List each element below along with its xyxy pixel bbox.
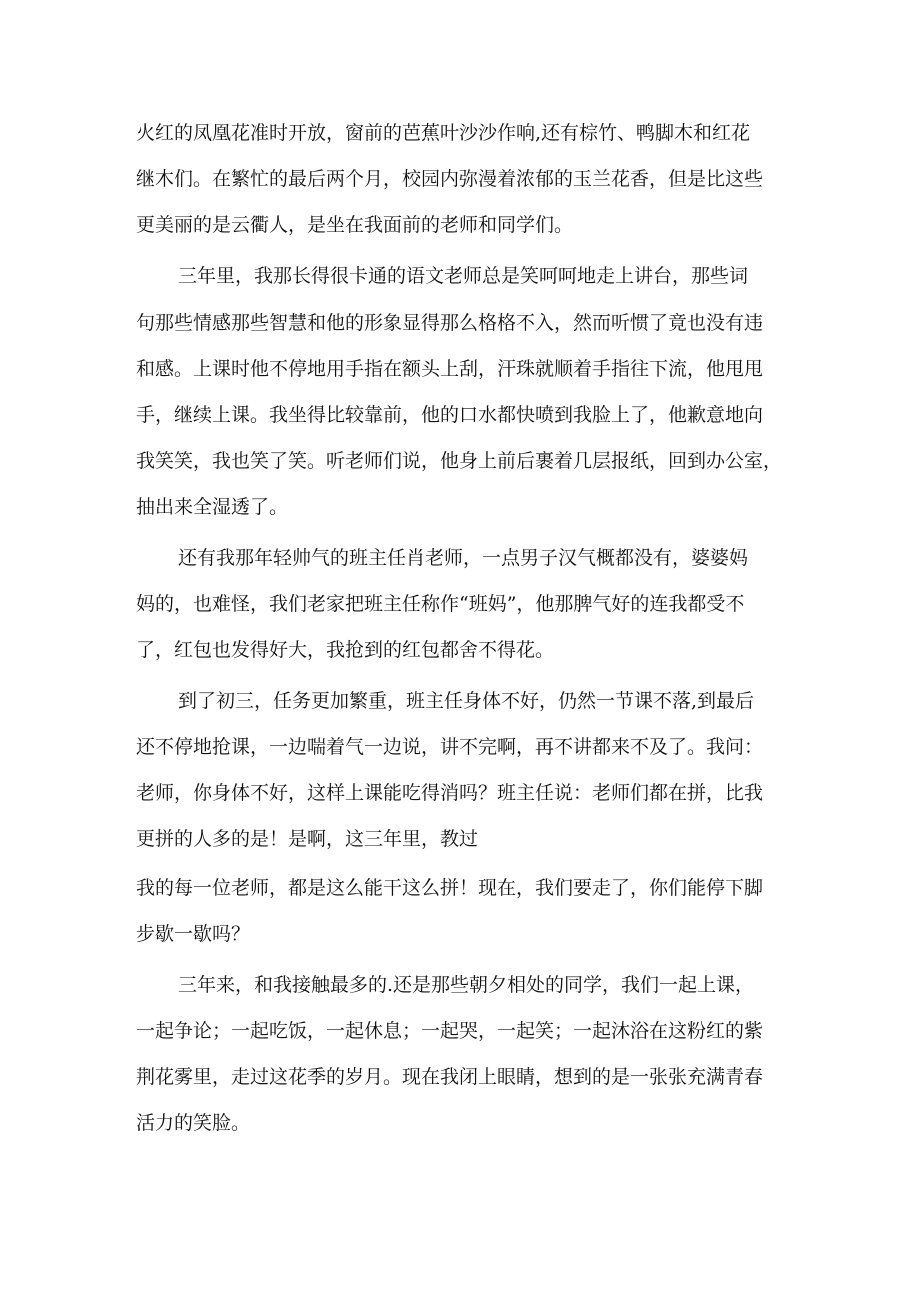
text-line: 更拼的人多的是！是啊，这三年里，教过 bbox=[136, 828, 479, 850]
text-line: 更美丽的是云衢人，是坐在我面前的老师和同学们。 bbox=[136, 214, 574, 236]
text-line: 妈的，也难怪，我们老家把班主任称作“班妈”，他那脾气好的连我都受不 bbox=[136, 593, 745, 615]
text-line: 还有我那年轻帅气的班主任肖老师，一点男子汉气概都没有，婆婆妈 bbox=[178, 547, 749, 569]
text-line: 步歇一歇吗？ bbox=[136, 923, 251, 945]
text-line: 抽出来全湿透了。 bbox=[136, 496, 289, 518]
text-line: 句那些情感那些智慧和他的形象显得那么格格不入，然而听惯了竟也没有违 bbox=[136, 312, 764, 334]
text-line: 我的每一位老师，都是这么能干这么拼！现在，我们要走了，你们能停下脚 bbox=[136, 877, 764, 899]
text-line: 三年里，我那长得很卡通的语文老师总是笑呵呵地走上讲台，那些词 bbox=[178, 265, 749, 287]
text-line: 手，继续上课。我坐得比较靠前，他的口水都快喷到我脸上了，他歉意地向 bbox=[136, 404, 764, 426]
text-line: 火红的凤凰花准时开放，窗前的芭蕉叶沙沙作响,还有棕竹、鸭脚木和红花 bbox=[136, 122, 751, 144]
text-line: 三年来，和我接触最多的.还是那些朝夕相处的同学，我们一起上课， bbox=[178, 974, 755, 996]
text-line: 了，红包也发得好大，我抢到的红包都舍不得花。 bbox=[136, 639, 555, 661]
text-line: 和感。上课时他不停地用手指在额头上刮，汗珠就顺着手指往下流，他甩甩 bbox=[136, 358, 764, 380]
text-line: 还不停地抢课，一边喘着气一边说，讲不完啊，再不讲都来不及了。我问： bbox=[136, 736, 764, 758]
text-line: 到了初三，任务更加繁重，班主任身体不好，仍然一节课不落,到最后 bbox=[178, 690, 755, 712]
text-line: 荆花雾里，走过这花季的岁月。现在我闭上眼睛，想到的是一张张充满青春 bbox=[136, 1066, 764, 1088]
text-line: 我笑笑，我也笑了笑。听老师们说，他身上前后裹着几层报纸，回到办公室， bbox=[136, 450, 783, 472]
text-line: 老师，你身体不好，这样上课能吃得消吗？班主任说：老师们都在拼，比我 bbox=[136, 782, 764, 804]
text-line: 活力的笑脸。 bbox=[136, 1112, 251, 1134]
text-line: 继木们。在繁忙的最后两个月，校园内弥漫着浓郁的玉兰花香，但是比这些 bbox=[136, 168, 764, 190]
text-line: 一起争论；一起吃饭，一起休息；一起哭，一起笑；一起沐浴在这粉红的紫 bbox=[136, 1020, 764, 1042]
